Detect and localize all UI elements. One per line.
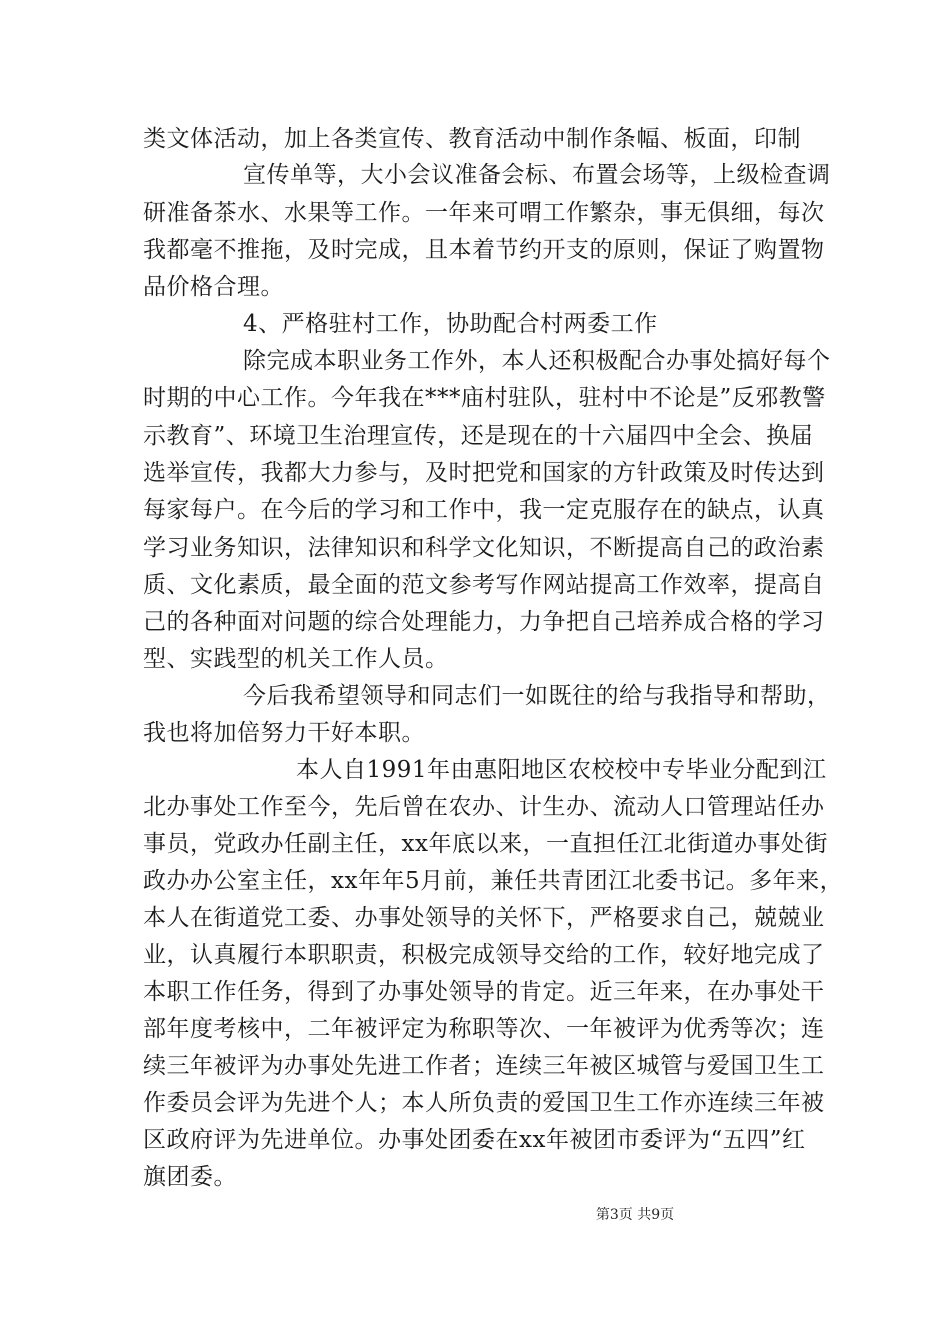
- text-line: 学习业务知识，法律知识和科学文化知识，不断提高自己的政治素: [143, 535, 825, 561]
- text-line: 我都毫不推拖，及时完成，且本着节约开支的原则，保证了购置物: [143, 237, 825, 263]
- text-line: 业，认真履行本职职责，积极完成领导交给的工作，较好地完成了: [143, 942, 825, 968]
- text-line: 本人在街道党工委、办事处领导的关怀下，严格要求自己，兢兢业: [143, 905, 825, 931]
- text-line: 类文体活动，加上各类宣传、教育活动中制作条幅、板面，印制: [143, 126, 801, 152]
- text-line: 研准备茶水、水果等工作。一年来可喟工作繁杂，事无俱细，每次: [143, 200, 825, 226]
- text-line: 品价格合理。: [143, 274, 284, 300]
- text-line: 部年度考核中，二年被评定为称职等次、一年被评为优秀等次；连: [143, 1016, 825, 1042]
- text-line: 时期的中心工作。今年我在***庙村驻队，驻村中不论是”反邪教警: [143, 385, 826, 411]
- text-line: 续三年被评为办事处先进工作者；连续三年被区城管与爱国卫生工: [143, 1053, 825, 1079]
- page-number-footer: 第3页 共9页: [595, 1207, 675, 1223]
- text-line: 宣传单等，大小会议准备会标、布置会场等，上级检查调: [243, 162, 831, 188]
- text-line: 示教育”、环境卫生治理宣传，还是现在的十六届四中全会、换届: [143, 423, 814, 449]
- text-line: 事员，党政办任副主任，xx年底以来，一直担任江北街道办事处街: [143, 831, 828, 857]
- text-line: 今后我希望领导和同志们一如既往的给与我指导和帮助，: [243, 683, 831, 709]
- section-heading: 4、严格驻村工作，协助配合村两委工作: [243, 311, 658, 337]
- text-line: 政办办公室主任，xx年年5月前，兼任共青团江北委书记。多年来，: [143, 868, 844, 894]
- text-line: 我也将加倍努力干好本职。: [143, 720, 425, 746]
- text-line: 本人自1991年由惠阳地区农校校中专毕业分配到江: [296, 757, 827, 783]
- text-line: 区政府评为先进单位。办事处团委在xx年被团市委评为“五四”红: [143, 1127, 806, 1153]
- text-line: 质、文化素质，最全面的范文参考写作网站提高工作效率，提高自: [143, 572, 825, 598]
- text-line: 本职工作任务，得到了办事处领导的肯定。近三年来，在办事处干: [143, 979, 825, 1005]
- text-line: 除完成本职业务工作外，本人还积极配合办事处搞好每个: [243, 348, 831, 374]
- text-line: 每家每户。在今后的学习和工作中，我一定克服存在的缺点，认真: [143, 497, 825, 523]
- text-line: 己的各种面对问题的综合处理能力，力争把自己培养成合格的学习: [143, 609, 825, 635]
- text-line: 选举宣传，我都大力参与，及时把党和国家的方针政策及时传达到: [143, 460, 825, 486]
- text-line: 作委员会评为先进个人；本人所负责的爱国卫生工作亦连续三年被: [143, 1090, 825, 1116]
- text-line: 北办事处工作至今，先后曾在农办、计生办、流动人口管理站任办: [143, 794, 825, 820]
- text-line: 型、实践型的机关工作人员。: [143, 646, 449, 672]
- text-line: 旗团委。: [143, 1164, 237, 1190]
